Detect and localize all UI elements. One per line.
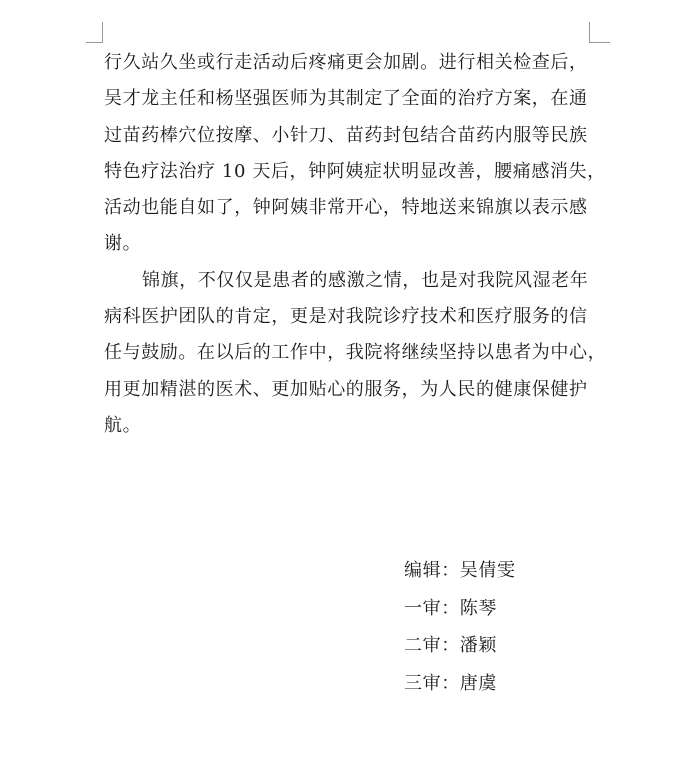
paragraph-line: 用更加精湛的医术、更加贴心的服务，为人民的健康保健护 bbox=[104, 378, 588, 400]
first-review-credit: 一审：陈琴 bbox=[404, 597, 497, 619]
paragraph-line: 锦旗，不仅仅是患者的感激之情，也是对我院风湿老年 bbox=[142, 269, 589, 291]
credits-block bbox=[404, 552, 516, 702]
editor-credit: 编辑：吴倩雯 bbox=[404, 560, 516, 581]
paragraph-line: 活动也能自如了，钟阿姨非常开心，特地送来锦旗以表示感 bbox=[104, 197, 588, 219]
second-review-credit: 二审：潘颖 bbox=[404, 635, 497, 656]
article-body bbox=[104, 45, 607, 444]
crop-mark-top-right bbox=[589, 22, 610, 43]
paragraph-line: 任与鼓励。在以后的工作中，我院将继续坚持以患者为中心， bbox=[104, 342, 607, 364]
paragraph-line: 过苗药棒穴位按摩、小针刀、苗药封包结合苗药内服等民族 bbox=[104, 124, 588, 146]
paragraph-line: 行久站久坐或行走活动后疼痛更会加剧。进行相关检查后， bbox=[104, 52, 588, 73]
crop-mark-top-left bbox=[86, 22, 103, 43]
paragraph-line: 吴才龙主任和杨坚强医师为其制定了全面的治疗方案，在通 bbox=[104, 88, 588, 110]
third-review-credit: 三审：唐虞 bbox=[404, 672, 497, 694]
paragraph-line: 谢。 bbox=[104, 233, 142, 255]
paragraph-line: 病科医护团队的肯定，更是对我院诊疗技术和医疗服务的信 bbox=[104, 306, 588, 328]
paragraph-line: 航。 bbox=[104, 414, 142, 436]
paragraph-line: 特色疗法治疗 10 天后，钟阿姨症状明显改善，腰痛感消失， bbox=[104, 160, 606, 182]
